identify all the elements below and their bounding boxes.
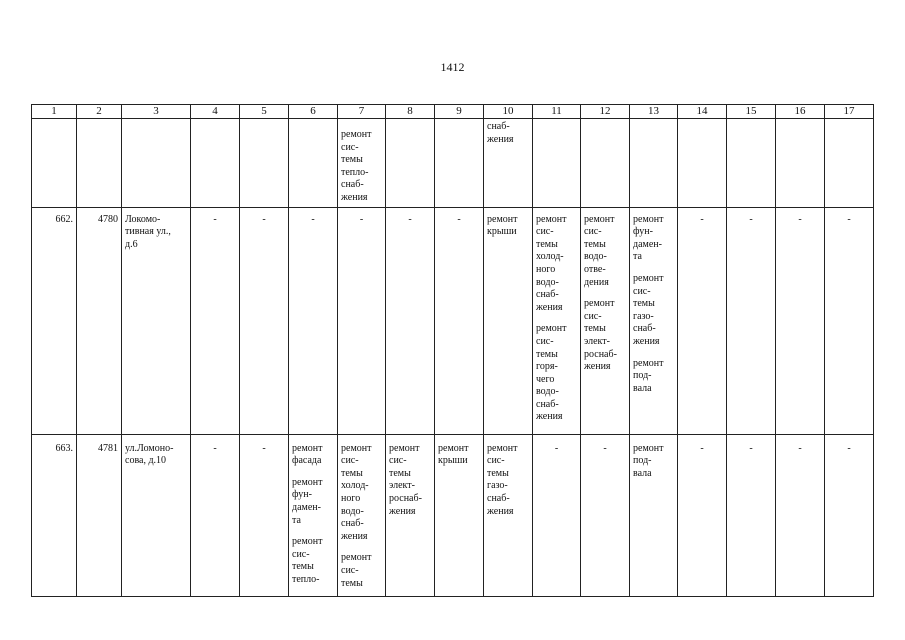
- text-line: ремонт: [584, 298, 615, 310]
- text-line: вала: [633, 382, 652, 394]
- text-line: роснаб-: [389, 492, 422, 504]
- text-line: Локомо-: [125, 213, 161, 225]
- column-header: 7: [338, 105, 386, 119]
- table-row: [32, 434, 874, 596]
- table-cell: -: [678, 434, 727, 596]
- repair-item: [341, 552, 382, 590]
- table-cell: -: [825, 207, 874, 434]
- text-line: тепло-: [341, 166, 369, 178]
- text-line: ремонт: [487, 213, 518, 225]
- text-line: фасада: [292, 455, 322, 467]
- column-header: 11: [533, 105, 581, 119]
- column-header: 1: [32, 105, 77, 119]
- text-line: жения: [536, 301, 563, 313]
- table-cell: [630, 207, 678, 434]
- table-cell: -: [727, 434, 776, 596]
- repair-works: [487, 214, 529, 239]
- table-cell: [533, 207, 581, 434]
- repair-item: [292, 443, 334, 468]
- text-line: ного: [536, 263, 556, 275]
- text-line: крыши: [438, 455, 468, 467]
- table-cell: -: [240, 434, 289, 596]
- repair-item: [341, 443, 382, 544]
- row-number: 663.: [32, 434, 77, 596]
- table-cell: [581, 207, 630, 434]
- table-cell: -: [289, 207, 338, 434]
- table-cell: [630, 119, 678, 208]
- table-cell: [386, 119, 435, 208]
- text-line: отве-: [584, 263, 606, 275]
- repair-works: [438, 443, 480, 468]
- text-line: снаб-: [487, 121, 510, 132]
- repair-item: [438, 443, 480, 468]
- repair-item: [584, 214, 626, 290]
- repair-works: [584, 214, 626, 374]
- repair-works: [633, 443, 674, 481]
- text-line: фун-: [633, 226, 653, 238]
- text-line: сис-: [389, 455, 407, 467]
- text-line: холод-: [536, 251, 564, 263]
- text-line: сис-: [341, 141, 359, 153]
- table-cell: [77, 119, 122, 208]
- text-line: ремонт: [341, 552, 372, 564]
- text-line: ремонт: [292, 536, 323, 548]
- table-cell: -: [240, 207, 289, 434]
- text-line: темы: [292, 561, 314, 573]
- column-header: 17: [825, 105, 874, 119]
- text-line: ремонт: [633, 357, 664, 369]
- text-line: ремонт: [536, 213, 567, 225]
- table-cell: [386, 434, 435, 596]
- text-line: темы: [633, 298, 655, 310]
- table-cell: [32, 119, 77, 208]
- text-line: сис-: [536, 226, 554, 238]
- table-cell: [581, 119, 630, 208]
- heating-system-repair-text: [341, 129, 382, 205]
- table-cell: -: [435, 207, 484, 434]
- table-cell: [825, 119, 874, 208]
- column-header: 15: [727, 105, 776, 119]
- text-line: сова, д.10: [125, 455, 167, 467]
- text-line: ремонт: [389, 442, 420, 454]
- text-line: жения: [389, 505, 416, 517]
- table-cell: -: [191, 207, 240, 434]
- column-header: 16: [776, 105, 825, 119]
- repair-item: [633, 358, 674, 396]
- table-cell: [533, 119, 581, 208]
- text-line: вала: [633, 467, 652, 479]
- column-header: 6: [289, 105, 338, 119]
- text-line: жения: [341, 530, 368, 542]
- text-line: водо-: [536, 276, 559, 288]
- column-header: 5: [240, 105, 289, 119]
- text-line: снаб-: [633, 323, 656, 335]
- text-line: ремонт: [438, 442, 469, 454]
- text-line: снаб-: [341, 179, 364, 191]
- building-code: 4781: [77, 434, 122, 596]
- continuation-row: [32, 119, 874, 208]
- repair-item: [633, 214, 674, 264]
- text-line: тивная ул.,: [125, 226, 171, 238]
- building-code: 4780: [77, 207, 122, 434]
- text-line: ремонт: [633, 272, 664, 284]
- repair-works: [633, 214, 674, 396]
- table-cell: -: [581, 434, 630, 596]
- text-line: темы: [341, 467, 363, 479]
- repair-item: [487, 214, 529, 239]
- text-line: темы: [584, 323, 606, 335]
- table-cell: -: [727, 207, 776, 434]
- text-line: элект-: [389, 480, 415, 492]
- text-line: снаб-: [341, 518, 364, 530]
- text-line: газо-: [633, 310, 654, 322]
- table-cell: -: [825, 434, 874, 596]
- row-number: 662.: [32, 207, 77, 434]
- text-line: дения: [584, 276, 609, 288]
- table-cell: [289, 434, 338, 596]
- table-cell: -: [533, 434, 581, 596]
- text-line: горя-: [536, 361, 558, 373]
- text-line: та: [633, 251, 642, 263]
- table-cell: [630, 434, 678, 596]
- text-line: ремонт: [633, 213, 664, 225]
- text-line: жения: [584, 361, 611, 373]
- text-line: ремонт: [584, 213, 615, 225]
- column-header: 4: [191, 105, 240, 119]
- text-line: ремонт: [292, 476, 323, 488]
- page-number: 1412: [440, 60, 465, 74]
- text-line: сис-: [292, 548, 310, 560]
- text-line: газо-: [487, 480, 508, 492]
- table-cell: [484, 207, 533, 434]
- column-header: 3: [122, 105, 191, 119]
- text-line: водо-: [341, 505, 364, 517]
- repair-item: [633, 273, 674, 349]
- text-line: сис-: [341, 455, 359, 467]
- column-header: 14: [678, 105, 727, 119]
- text-line: жения: [536, 411, 563, 423]
- text-line: темы: [536, 348, 558, 360]
- repair-works: [389, 443, 431, 519]
- text-line: ремонт: [292, 442, 323, 454]
- address: [125, 214, 187, 252]
- table-cell: [435, 119, 484, 208]
- repair-schedule-table: [31, 104, 874, 597]
- repair-works: [292, 443, 334, 587]
- table-cell: -: [678, 207, 727, 434]
- repair-item: [584, 298, 626, 374]
- text-line: снаб-: [487, 492, 510, 504]
- text-line: сис-: [584, 310, 602, 322]
- text-line: ремонт: [341, 129, 372, 140]
- text-line: ул.Ломоно-: [125, 442, 174, 454]
- column-number-header: [32, 105, 874, 119]
- table-cell: -: [338, 207, 386, 434]
- text-line: темы: [341, 577, 363, 589]
- text-line: холод-: [341, 480, 369, 492]
- table-cell: -: [776, 207, 825, 434]
- repair-item: [292, 536, 334, 586]
- text-line: темы: [584, 238, 606, 250]
- repair-works: [536, 214, 577, 425]
- text-line: роснаб-: [584, 348, 617, 360]
- address: [125, 443, 187, 468]
- address-cell: [122, 434, 191, 596]
- text-line: темы: [389, 467, 411, 479]
- column-header: 10: [484, 105, 533, 119]
- text-line: снаб-: [536, 398, 559, 410]
- repair-works: [341, 443, 382, 591]
- table-cell: -: [776, 434, 825, 596]
- table-cell: [484, 119, 533, 208]
- column-header: 9: [435, 105, 484, 119]
- text-line: сис-: [633, 285, 651, 297]
- text-line: темы: [536, 238, 558, 250]
- text-line: жения: [633, 335, 660, 347]
- table-cell: [122, 119, 191, 208]
- text-line: ремонт: [487, 442, 518, 454]
- text-line: сис-: [487, 455, 505, 467]
- text-line: та: [292, 514, 301, 526]
- repair-works: [487, 443, 529, 519]
- repair-item: [536, 214, 577, 315]
- text-line: ремонт: [633, 442, 664, 454]
- text-line: водо-: [536, 386, 559, 398]
- text-line: сис-: [536, 335, 554, 347]
- text-line: крыши: [487, 226, 517, 238]
- text-line: жения: [487, 133, 514, 145]
- table-cell: [776, 119, 825, 208]
- text-line: дамен-: [633, 238, 662, 250]
- text-line: ного: [341, 492, 361, 504]
- repair-item: [633, 443, 674, 481]
- table-cell: [678, 119, 727, 208]
- table-cell: [484, 434, 533, 596]
- text-line: под-: [633, 370, 652, 382]
- column-header: 8: [386, 105, 435, 119]
- repair-item: [536, 323, 577, 424]
- text-line: темы: [341, 154, 363, 166]
- column-header: 12: [581, 105, 630, 119]
- text-line: жения: [487, 505, 514, 517]
- table-cell: [338, 119, 386, 208]
- text-line: жения: [341, 191, 368, 203]
- column-header: 13: [630, 105, 678, 119]
- table-cell: -: [386, 207, 435, 434]
- table-row: [32, 207, 874, 434]
- text-line: сис-: [341, 564, 359, 576]
- table-cell: [240, 119, 289, 208]
- table-cell: [289, 119, 338, 208]
- table-cell: [338, 434, 386, 596]
- text-line: под-: [633, 455, 652, 467]
- text-line: темы: [487, 467, 509, 479]
- repair-item: [487, 443, 529, 519]
- text-line: д.6: [125, 238, 138, 250]
- text-line: тепло-: [292, 573, 320, 585]
- text-line: водо-: [584, 251, 607, 263]
- text-line: ремонт: [536, 323, 567, 335]
- text-line: элект-: [584, 335, 610, 347]
- continued-text: [487, 121, 529, 146]
- text-line: снаб-: [536, 289, 559, 301]
- table-cell: -: [191, 434, 240, 596]
- table-cell: [435, 434, 484, 596]
- repair-item: [292, 477, 334, 527]
- repair-item: [389, 443, 431, 519]
- table-cell: [191, 119, 240, 208]
- column-header: 2: [77, 105, 122, 119]
- text-line: фун-: [292, 489, 312, 501]
- text-line: ремонт: [341, 442, 372, 454]
- text-line: чего: [536, 373, 555, 385]
- text-line: сис-: [584, 226, 602, 238]
- table-cell: [727, 119, 776, 208]
- address-cell: [122, 207, 191, 434]
- text-line: дамен-: [292, 501, 321, 513]
